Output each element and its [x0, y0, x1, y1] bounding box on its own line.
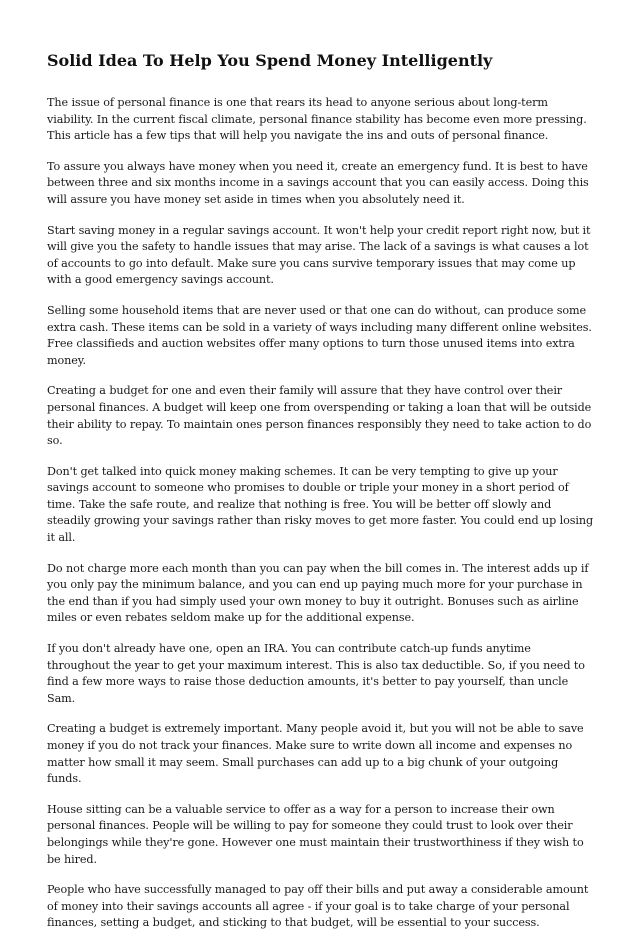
document-page: [47, 50, 595, 946]
paragraph-8: If you don't already have one, open an IRA. You can contribute catch-up funds anytime throughout the year to get your maximum interest. This is also tax deductible. So, if you need to find a few more ways to raise those deduction amounts, it's better to pay yourself, than uncle Sam.: [47, 642, 585, 705]
paragraph-10: House sitting can be a valuable service to offer as a way for a person to increase their own personal finances. People will be willing to pay for someone they could trust to look over their belongings while they're gone. However one must maintain their trustworthiness if they wish to be hired.: [47, 802, 584, 866]
document-title: Solid Idea To Help You Spend Money Intelligently: [47, 51, 493, 70]
paragraph-5: Creating a budget for one and even their family will assure that they have control over their personal finances. A budget will keep one from overspending or taking a loan that will be outside their ability to repay. To maintain ones person finances responsibly they need to take action to do so.: [47, 384, 592, 448]
paragraph-7: Do not charge more each month than you can pay when the bill comes in. The interest adds up if you only pay the minimum balance, and you can end up paying much more for your purchase in the end than if you had simply used your own money to buy it outright. Bonuses such as airline miles or even rebates seldom make up for the additional expense.: [47, 561, 589, 625]
paragraph-6: Don't get talked into quick money making schemes. It can be very tempting to give up your savings account to someone who promises to double or triple your money in a short period of time. Take the safe route, and realize that nothing is free. You will be better off slowly and steadily growing your savings rather than risky moves to get more faster. You could end up losing it all.: [47, 464, 594, 545]
paragraph-11: People who have successfully managed to pay off their bills and put away a considerable amount of money into their savings accounts all agree - if your goal is to take charge of your personal finances, setting a budget, and sticking to that budget, will be essential to your success.: [47, 883, 589, 930]
paragraph-2: To assure you always have money when you need it, create an emergency fund. It is best to have between three and six months income in a savings account that you can easily access. Doing this will assure you have money set aside in times when you absolutely need it.: [47, 159, 589, 206]
paragraph-4: Selling some household items that are never used or that one can do without, can produce some extra cash. These items can be sold in a variety of ways including many different online websites. Free classifieds and auction websites offer many options to turn those unused items into extra money.: [47, 303, 592, 367]
paragraph-1: The issue of personal finance is one that rears its head to anyone serious about long-term viability. In the current fiscal climate, personal finance stability has become even more pressing. This article has a few tips that will help you navigate the ins and outs of personal finance.: [47, 96, 587, 143]
paragraph-9: Creating a budget is extremely important. Many people avoid it, but you will not be able to save money if you do not track your finances. Make sure to write down all income and expenses no matter how small it may seem. Small purchases can add up to a big chunk of your outgoing funds.: [47, 722, 584, 786]
paragraph-3: Start saving money in a regular savings account. It won't help your credit report right now, but it will give you the safety to handle issues that may arise. The lack of a savings is what causes a lot of accounts to go into default. Make sure you cans survive temporary issues that may come up with a good emergency savings account.: [47, 223, 591, 287]
